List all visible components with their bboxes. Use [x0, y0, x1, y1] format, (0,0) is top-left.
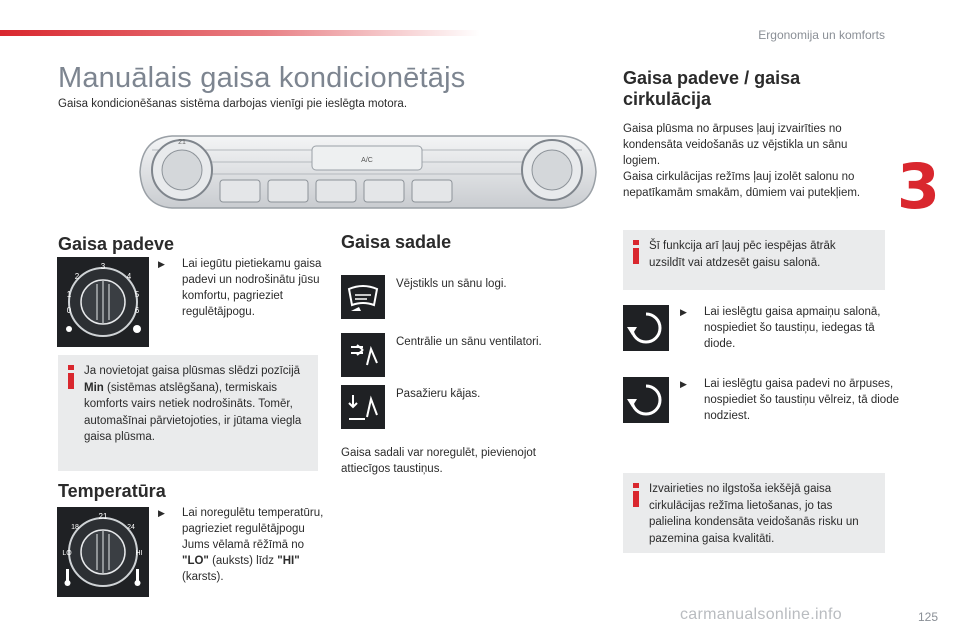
knob-scale-1: 1: [66, 290, 72, 299]
bullet-arrow-icon: ▶: [680, 307, 687, 317]
info-icon: [68, 365, 74, 389]
knob-scale-0: 0: [66, 306, 72, 315]
knob-scale-2: 2: [74, 272, 80, 281]
outside-air-button-icon: [623, 377, 669, 423]
air-supply-heading: Gaisa padeve: [58, 234, 175, 254]
air-supply-bullet: ▶ Lai iegūtu pietiekamu gaisa padevi un nodrošinātu jūsu komfortu, pagrieziet regulētājpogu.: [158, 258, 322, 318]
page-title: Manuālais gaisa kondicionētājs: [58, 62, 466, 94]
knob-scale-4: 4: [126, 272, 132, 281]
temp-scale-18: 18: [71, 524, 79, 531]
temp-scale-24: 24: [127, 524, 135, 531]
temperature-heading: Temperatūra: [58, 481, 166, 501]
bullet-arrow-icon: ▶: [158, 508, 165, 518]
recirculation-body: Gaisa plūsma no ārpuses ļauj izvairīties no kondensāta veidošanās uz vējstikla un sānu logiem. Gaisa cirkulācijas režīms ļauj izolēt salonu no nepatīkamām smakām, dūmiem vai putekļiem.: [623, 123, 861, 199]
watermark: carmanualsonline.info: [680, 606, 842, 623]
recirculation-bullet-2: ▶ Lai ieslēgtu gaisa padevi no ārpuses, nospiediet šo taustiņu vēlreiz, tā diode nodziest.: [680, 378, 899, 422]
section-header: Ergonomija un komforts: [758, 28, 885, 42]
panel-ac-label: A/C: [361, 157, 373, 164]
temperature-knob-illustration: [57, 507, 149, 597]
info-icon: [633, 240, 639, 264]
page-number: 125: [917, 610, 938, 624]
fan-speed-knob-illustration: [57, 257, 149, 347]
panel-scale-top: 21: [178, 139, 186, 146]
recirculation-bullet-1: ▶ Lai ieslēgtu gaisa apmaiņu salonā, nospiediet šo taustiņu, iedegas tā diode.: [680, 306, 881, 350]
distribution-heading: Gaisa sadale: [341, 232, 452, 252]
recirculation-info-text-2: Izvairieties no ilgstoša iekšējā gaisa cirkulācijas režīma lietošanas, jo tas palielina kondensāta veidošanās risku un pazemina gaisa kvalitāti.: [649, 483, 859, 545]
temperature-bullet: ▶ Lai noregulētu temperatūru, pagrieziet regulētājpogu Jums vēlamā rēžīmā no "LO" (auksts) līdz "HI" (karsts).: [158, 507, 324, 583]
distribution-item-2: Centrālie un sānu ventilatori.: [396, 336, 542, 348]
air-supply-info-box: [58, 355, 318, 471]
face-vents-icon: [341, 333, 385, 377]
recirculation-heading: Gaisa padeve / gaisa cirkulācija: [623, 68, 801, 109]
distribution-item-3: Pasažieru kājas.: [396, 388, 481, 400]
temp-scale-lo: LO: [62, 550, 72, 557]
temp-scale-hi: HI: [135, 550, 143, 557]
windscreen-demist-icon: [341, 275, 385, 319]
temp-scale-21: 21: [98, 512, 108, 521]
recirculation-button-icon: [623, 305, 669, 351]
info-icon: [633, 483, 639, 507]
air-supply-info-text: Ja novietojat gaisa plūsmas slēdzi pozīcijā Min (sistēmas atslēgšana), termiskais komforts vairs netiek nodrošināts. Tomēr, automašīnai pārvietojoties, ir jūtama viegla gaisa plūsma.: [84, 365, 302, 443]
recirculation-info-text-1: Šī funkcija arī ļauj pēc iespējas ātrāk uzsildīt vai atdzesēt gaisu salonā.: [649, 240, 836, 269]
chapter-number: 3: [896, 150, 940, 223]
bullet-arrow-icon: ▶: [680, 379, 687, 389]
bullet-arrow-icon: ▶: [158, 259, 165, 269]
page-subtitle: Gaisa kondicionēšanas sistēma darbojas vienīgi pie ieslēgta motora.: [58, 98, 408, 110]
distribution-item-1: Vējstikls un sānu logi.: [396, 278, 507, 290]
distribution-note: Gaisa sadali var noregulēt, pievienojot attiecīgos taustiņus.: [341, 447, 536, 475]
footwell-icon: [341, 385, 385, 429]
knob-scale-6: 6: [134, 306, 140, 315]
header-accent-bar: [0, 30, 480, 36]
knob-scale-5: 5: [134, 290, 140, 299]
recirculation-info-box-2: [623, 473, 885, 553]
recirculation-info-box-1: [623, 230, 885, 290]
knob-scale-3: 3: [100, 262, 106, 271]
ac-control-panel-illustration: [132, 132, 602, 212]
